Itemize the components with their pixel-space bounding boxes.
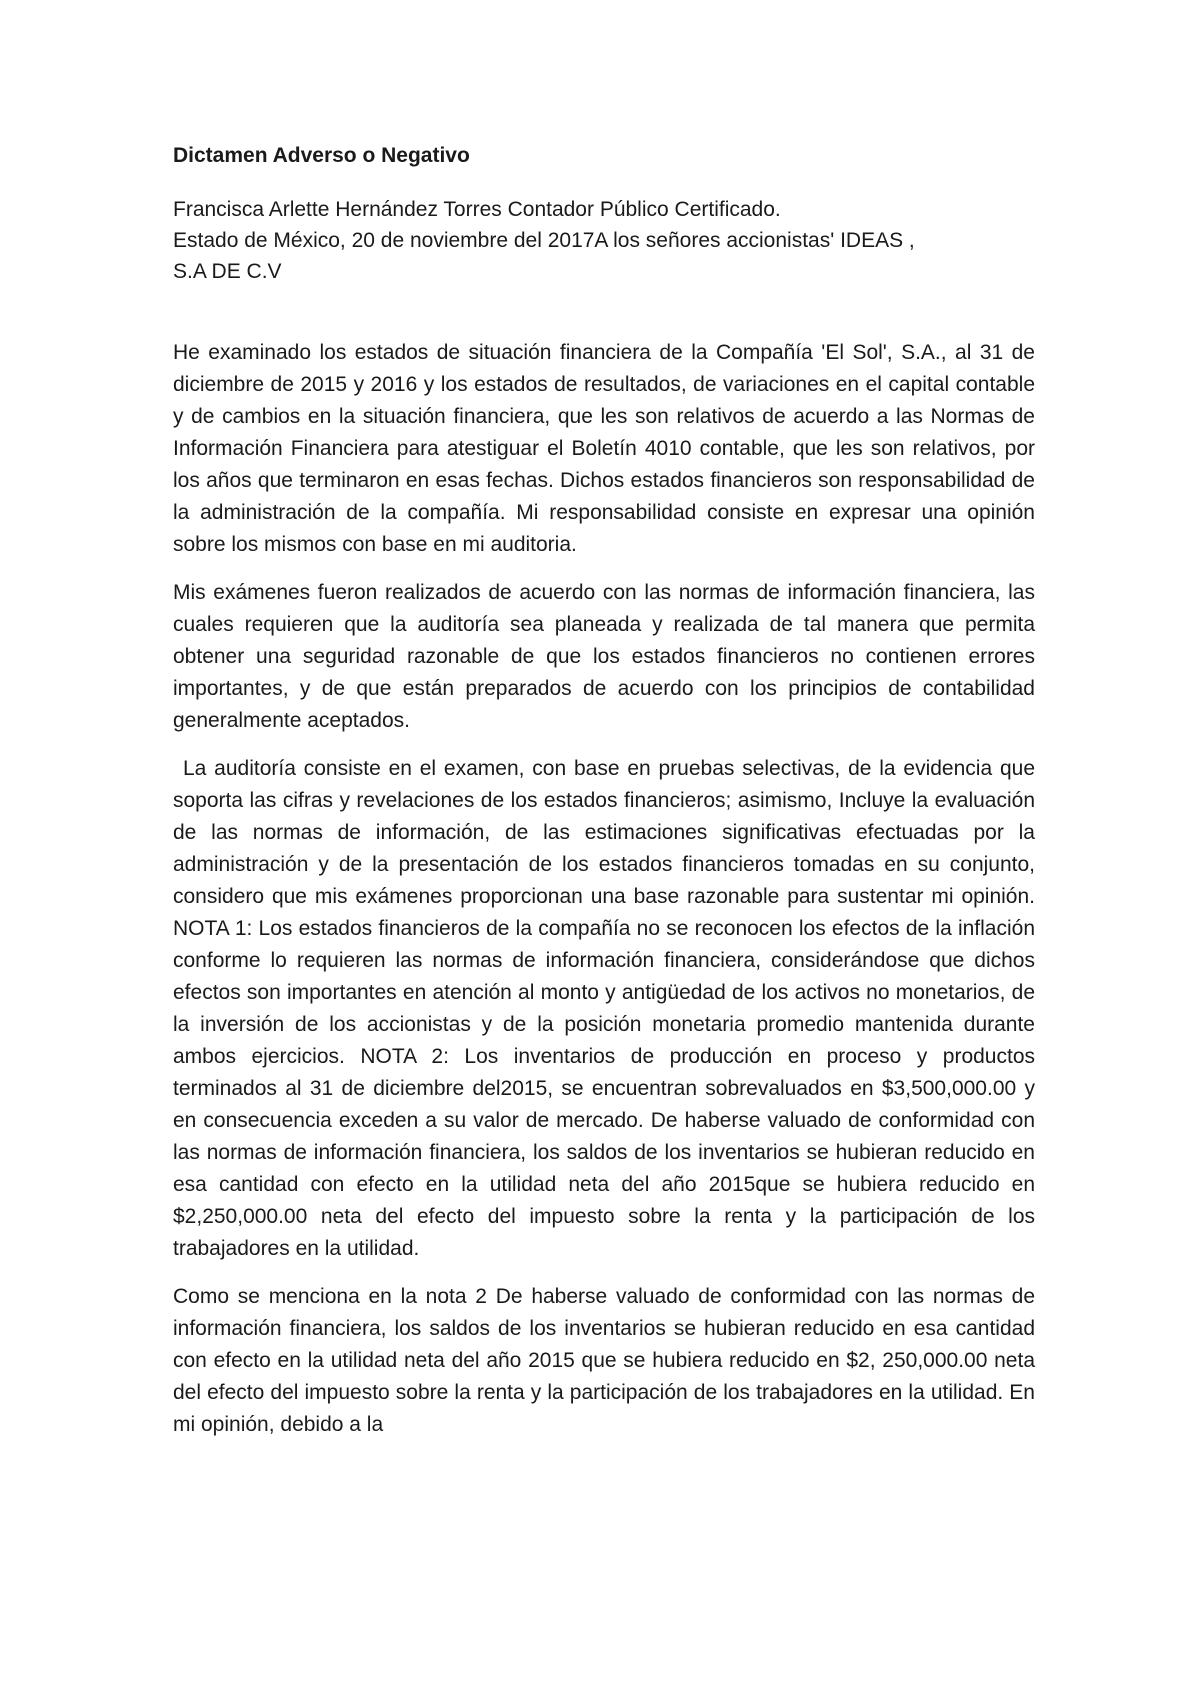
paragraph-examination: He examinado los estados de situación financiera de la Compañía 'El Sol', S.A., al 31 de diciembre de 2015 y 2016 y los estados de resultados, de variaciones en el capital contable y de cambios en la situación financiera, que les son relativos de acuerdo a las Normas de Información Financiera para atestiguar el Boletín 4010 contable, que les son relativos, por los años que terminaron en esas fechas. Dichos estados financieros son responsabilidad de la administración de la compañía. Mi responsabilidad consiste en expresar una opinión sobre los mismos con base en mi auditoria. [173, 341, 1035, 556]
company-line: S.A DE C.V [173, 260, 282, 283]
paragraph-audit-notes: La auditoría consiste en el examen, con base en pruebas selectivas, de la evidencia que soporta las cifras y revelaciones de los estados financieros; asimismo, Incluye la evaluación de las normas de información, de las estimaciones significativas efectuadas por la administración y de la presentación de los estados financieros tomadas en su conjunto, considero que mis exámenes proporcionan una base razonable para sustentar mi opinión. NOTA 1: Los estados financieros de la compañía no se reconocen los efectos de la inflación conforme lo requieren las normas de información financiera, considerándose que dichos efectos son importantes en atención al monto y antigüedad de los activos no monetarios, de la inversión de los accionistas y de la posición monetaria promedio mantenida durante ambos ejercicios. NOTA 2: Los inventarios de producción en proceso y productos terminados al 31 de diciembre del2015, se encuentran sobrevaluados en $3,500,000.00 y en consecuencia exceden a su valor de mercado. De haberse valuado de conformidad con las normas de información financiera, los saldos de los inventarios se hubieran reducido en esa cantidad con efecto en la utilidad neta del año 2015que se hubiera reducido en $2,250,000.00 neta del efecto del impuesto sobre la renta y la participación de los trabajadores en la utilidad. [173, 757, 1035, 1260]
document-title: Dictamen Adverso o Negativo [173, 144, 470, 167]
author-line: Francisca Arlette Hernández Torres Contador Público Certificado. [173, 198, 781, 221]
place-date-line: Estado de México, 20 de noviembre del 2017A los señores accionistas' IDEAS , [173, 229, 915, 252]
paragraph-standards: Mis exámenes fueron realizados de acuerdo con las normas de información financiera, las cuales requieren que la auditoría sea planeada y realizada de tal manera que permita obtener una seguridad razonable de que los estados financieros no contienen errores importantes, y de que están preparados de acuerdo con los principios de contabilidad generalmente aceptados. [173, 581, 1035, 732]
document-page [173, 140, 1035, 1457]
paragraph-opinion: Como se menciona en la nota 2 De haberse valuado de conformidad con las normas de información financiera, los saldos de los inventarios se hubieran reducido en esa cantidad con efecto en la utilidad neta del año 2015 que se hubiera reducido en $2, 250,000.00 neta del efecto del impuesto sobre la renta y la participación de los trabajadores en la utilidad. En mi opinión, debido a la [173, 1285, 1035, 1436]
document-header [173, 194, 1035, 287]
